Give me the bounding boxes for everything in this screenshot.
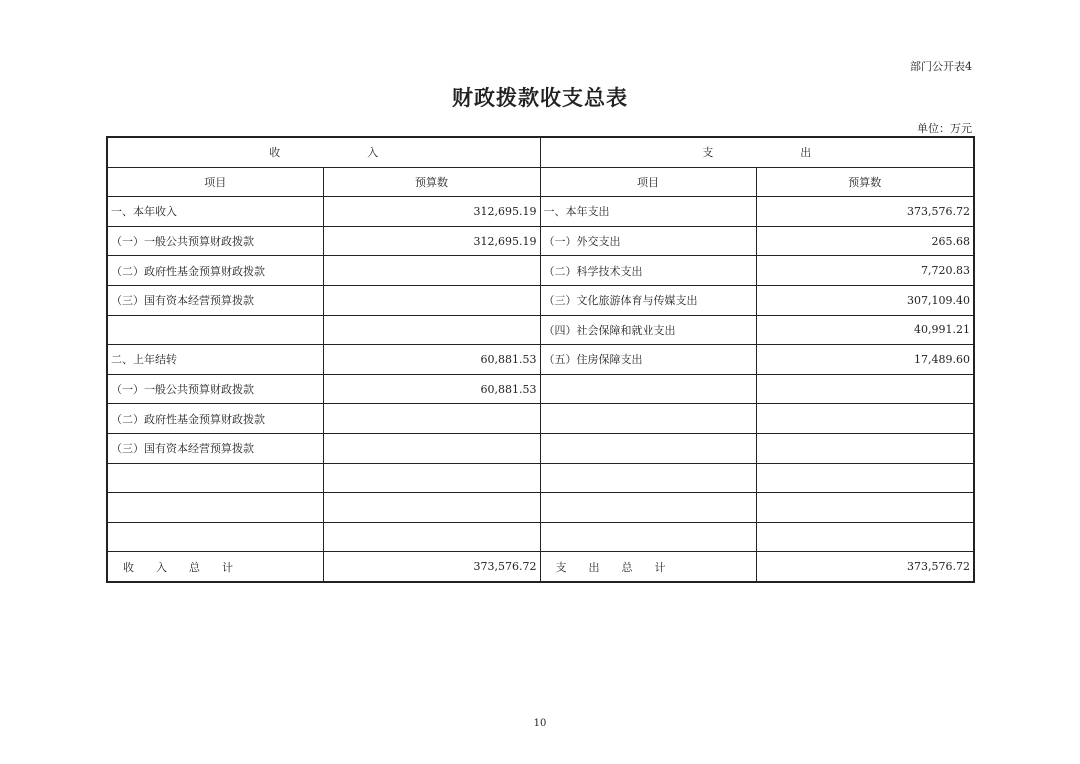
expense-item-cell [540, 493, 756, 523]
expense-value-cell [756, 404, 974, 434]
income-item-cell: （二）政府性基金预算财政拨款 [107, 256, 323, 286]
expense-value-cell: 17,489.60 [756, 345, 974, 375]
income-item-cell: 二、上年结转 [107, 345, 323, 375]
income-header: 收 入 [107, 137, 540, 167]
expense-item-cell: （二）科学技术支出 [540, 256, 756, 286]
expense-value-cell [756, 374, 974, 404]
table-row [107, 345, 974, 375]
income-item-cell: （三）国有资本经营预算拨款 [107, 285, 323, 315]
expense-value-cell: 7,720.83 [756, 256, 974, 286]
expense-item-cell [540, 374, 756, 404]
expense-total-label: 支出总计 [540, 552, 756, 582]
income-value-cell [323, 285, 540, 315]
expense-item-cell [540, 463, 756, 493]
table-row [107, 493, 974, 523]
totals-row [107, 552, 974, 582]
expense-item-cell: （四）社会保障和就业支出 [540, 315, 756, 345]
income-value-cell [323, 315, 540, 345]
income-value-cell: 60,881.53 [323, 374, 540, 404]
table-row [107, 197, 974, 227]
income-value-cell [323, 404, 540, 434]
income-budget-header: 预算数 [323, 167, 540, 197]
expense-value-cell: 40,991.21 [756, 315, 974, 345]
expense-value-cell [756, 463, 974, 493]
income-value-cell: 312,695.19 [323, 197, 540, 227]
income-item-cell: 一、本年收入 [107, 197, 323, 227]
income-total-value: 373,576.72 [323, 552, 540, 582]
table-row [107, 285, 974, 315]
expense-item-header: 项目 [540, 167, 756, 197]
expense-item-cell: （五）住房保障支出 [540, 345, 756, 375]
table-row [107, 433, 974, 463]
income-value-cell [323, 433, 540, 463]
income-value-cell: 312,695.19 [323, 226, 540, 256]
page-number: 10 [533, 718, 547, 729]
income-value-cell [323, 256, 540, 286]
table-row [107, 522, 974, 552]
income-value-cell [323, 493, 540, 523]
table-row [107, 463, 974, 493]
income-value-cell [323, 463, 540, 493]
income-value-cell [323, 522, 540, 552]
form-id: 部门公开表4 [910, 60, 972, 73]
expense-item-cell [540, 404, 756, 434]
expense-value-cell: 307,109.40 [756, 285, 974, 315]
budget-table [106, 136, 975, 583]
unit-label: 单位：万元 [917, 122, 972, 135]
expense-item-cell: 一、本年支出 [540, 197, 756, 227]
income-item-cell [107, 522, 323, 552]
expense-value-cell [756, 493, 974, 523]
expense-value-cell: 373,576.72 [756, 197, 974, 227]
income-item-cell: （二）政府性基金预算财政拨款 [107, 404, 323, 434]
income-item-cell: （一）一般公共预算财政拨款 [107, 226, 323, 256]
column-header-row [107, 167, 974, 197]
table-row [107, 226, 974, 256]
expense-budget-header: 预算数 [756, 167, 974, 197]
expense-value-cell [756, 433, 974, 463]
income-item-cell [107, 493, 323, 523]
income-value-cell: 60,881.53 [323, 345, 540, 375]
expense-value-cell: 265.68 [756, 226, 974, 256]
income-total-label: 收入总计 [107, 552, 323, 582]
income-item-cell [107, 315, 323, 345]
income-item-cell [107, 463, 323, 493]
income-item-header: 项目 [107, 167, 323, 197]
table-row [107, 404, 974, 434]
table-row [107, 374, 974, 404]
section-header-row [107, 137, 974, 167]
table-row [107, 256, 974, 286]
income-item-cell: （一）一般公共预算财政拨款 [107, 374, 323, 404]
expense-item-cell [540, 522, 756, 552]
table-row [107, 315, 974, 345]
expense-item-cell [540, 433, 756, 463]
expense-total-value: 373,576.72 [756, 552, 974, 582]
expense-value-cell [756, 522, 974, 552]
expense-header: 支 出 [540, 137, 974, 167]
income-item-cell: （三）国有资本经营预算拨款 [107, 433, 323, 463]
page-title: 财政拨款收支总表 [452, 86, 628, 110]
expense-item-cell: （一）外交支出 [540, 226, 756, 256]
expense-item-cell: （三）文化旅游体育与传媒支出 [540, 285, 756, 315]
